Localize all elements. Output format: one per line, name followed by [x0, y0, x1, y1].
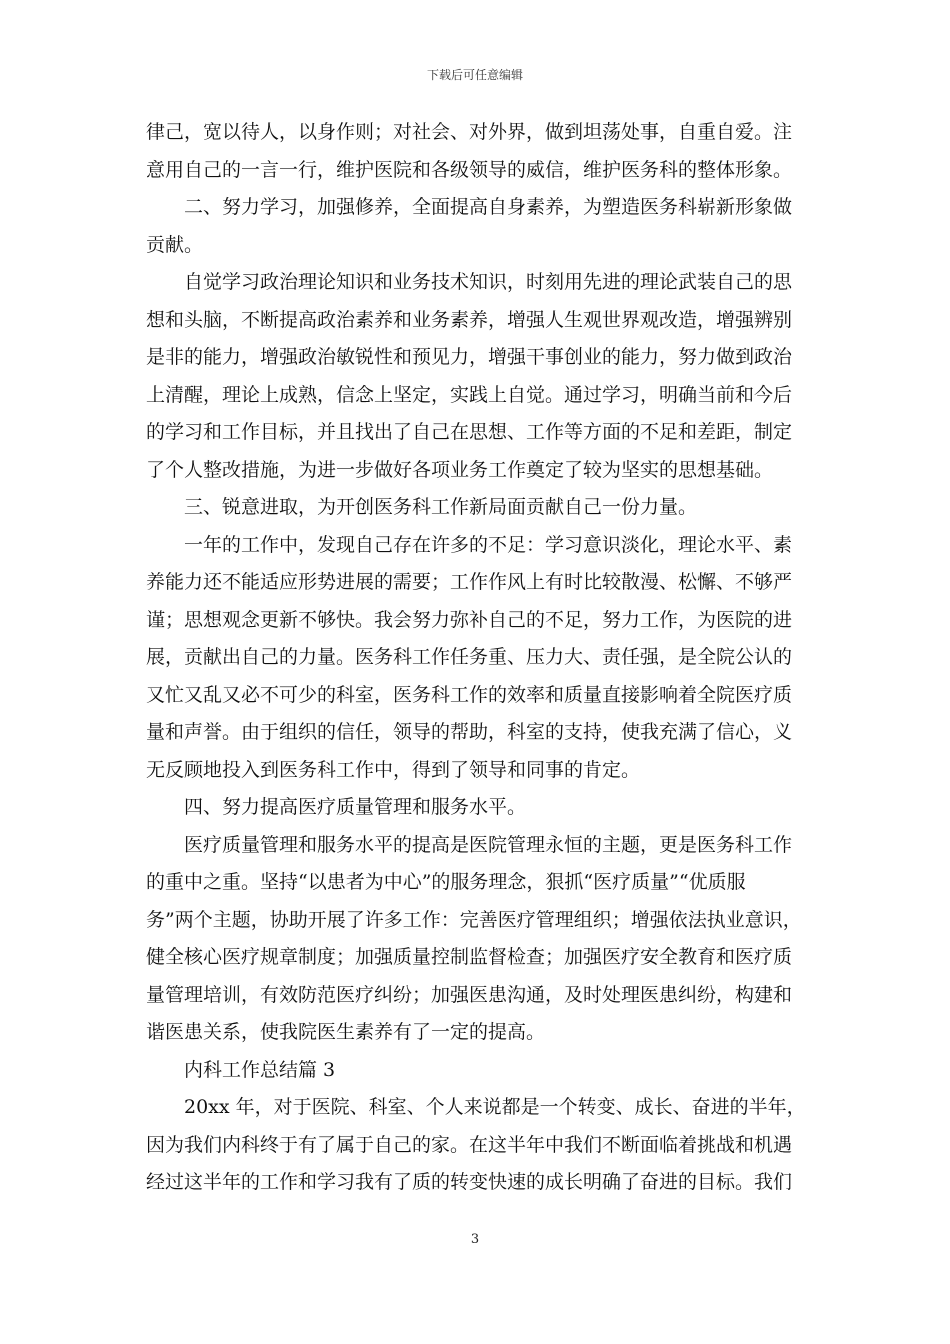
- text-line: 量管理培训，有效防范医疗纠纷；加强医患沟通，及时处理医患纠纷，构建和: [146, 983, 793, 1006]
- text-line: 谐医患关系，使我院医生素养有了一定的提高。: [146, 1021, 546, 1043]
- text-line: 上清醒，理论上成熟，信念上坚定，实践上自觉。通过学习，明确当前和今后: [146, 383, 793, 406]
- page-header: 下载后可任意编辑: [426, 68, 523, 82]
- section-heading: 三、锐意进取，为开创医务科工作新局面贡献自己一份力量。: [146, 496, 698, 518]
- text-line: 律己，宽以待人，以身作则；对社会、对外界，做到坦荡处事，自重自爱。注: [146, 121, 793, 143]
- document-body: [146, 114, 806, 1202]
- text-line: 的学习和工作目标，并且找出了自己在思想、工作等方面的不足和差距，制定: [146, 421, 793, 443]
- text-line: 养能力还不能适应形势进展的需要；工作作风上有时比较散漫、松懈、不够严: [146, 571, 793, 593]
- section-heading: 贡献。: [146, 233, 204, 256]
- text-line: 谨；思想观念更新不够快。我会努力弥补自己的不足，努力工作，为医院的进: [146, 608, 793, 631]
- text-line: 是非的能力，增强政治敏锐性和预见力，增强干事创业的能力，努力做到政治: [146, 346, 793, 368]
- section-heading: 四、努力提高医疗质量管理和服务水平。: [146, 796, 527, 818]
- text-line: 因为我们内科终于有了属于自己的家。在这半年中我们不断面临着挑战和机遇: [146, 1133, 793, 1156]
- section-heading: 二、努力学习，加强修养，全面提高自身素养，为塑造医务科崭新形象做: [146, 196, 793, 218]
- text-line: 想和头脑，不断提高政治素养和业务素养，增强人生观世界观改造，增强辨别: [146, 308, 793, 331]
- text-line: 无反顾地投入到医务科工作中，得到了领导和同事的肯定。: [146, 758, 641, 781]
- text-line: 意用自己的一言一行，维护医院和各级领导的威信，维护医务科的整体形象。: [146, 158, 793, 181]
- page-number: 3: [470, 1232, 480, 1247]
- text-line: 医疗质量管理和服务水平的提高是医院管理永恒的主题，更是医务科工作: [146, 833, 793, 856]
- text-line: 展，贡献出自己的力量。医务科工作任务重、压力大、责任强，是全院公认的: [146, 646, 793, 668]
- text-line: 一年的工作中，发现自己存在许多的不足：学习意识淡化，理论水平、素: [146, 533, 793, 556]
- text-line: 自觉学习政治理论知识和业务技术知识，时刻用先进的理论武装自己的思: [146, 271, 793, 293]
- text-line: 务”两个主题，协助开展了许多工作：完善医疗管理组织；增强依法执业意识，: [146, 908, 802, 931]
- text-line: 经过这半年的工作和学习我有了质的转变快速的成长明确了奋进的目标。我们: [146, 1171, 793, 1193]
- text-line: 的重中之重。坚持“以患者为中心”的服务理念，狠抓“医疗质量”“优质服: [146, 871, 746, 893]
- text-line: 健全核心医疗规章制度；加强质量控制监督检查；加强医疗安全教育和医疗质: [146, 946, 793, 968]
- text-line: 量和声誉。由于组织的信任，领导的帮助，科室的支持，使我充满了信心，义: [146, 721, 793, 743]
- text-line: 20xx 年，对于医院、科室、个人来说都是一个转变、成长、奋进的半年，: [146, 1096, 806, 1118]
- text-line: 了个人整改措施，为进一步做好各项业务工作奠定了较为坚实的思想基础。: [146, 458, 774, 481]
- text-line: 又忙又乱又必不可少的科室，医务科工作的效率和质量直接影响着全院医疗质: [146, 683, 793, 706]
- article-title: 内科工作总结篇 3: [146, 1058, 336, 1081]
